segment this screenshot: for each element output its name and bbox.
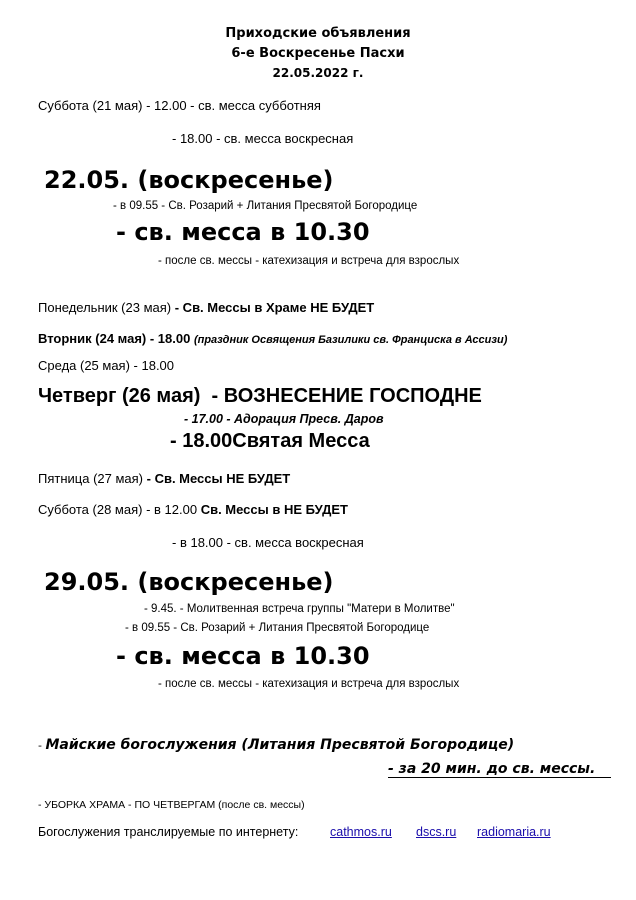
fri27-row (38, 471, 290, 486)
mon23-row (38, 300, 374, 315)
sun29-after: - после св. мессы - катехизация и встреча для взрослых (158, 678, 460, 690)
sat28-pre: - в 12.00 (142, 502, 201, 517)
page-title: Приходские объявления (225, 26, 411, 41)
sat28-line2: - в 18.00 - св. месса воскресная (172, 535, 364, 550)
wed25-time: - 18.00 (129, 358, 175, 373)
may-services-title: Майские богослужения (Литания Пресвятой Богородице) (45, 737, 515, 753)
sat21-line1: - 12.00 - св. месса субботняя (142, 98, 321, 113)
thu26-adoration: - 17.00 - Адорация Пресв. Даров (184, 412, 384, 426)
thu26-day: Четверг (26 мая) (38, 385, 201, 407)
thu26-mass: - 18.00Святая Месса (170, 430, 370, 452)
sat21-day: Суббота (21 мая) (38, 98, 143, 113)
sun29-heading: 29.05. (воскресенье) (44, 568, 334, 596)
sun29-prayer: - 9.45. - Молитвенная встреча группы "Матери в Молитве" (144, 603, 455, 615)
link-radiomaria[interactable]: radiomaria.ru (477, 825, 551, 839)
sat21-row (38, 98, 321, 113)
sun22-after: - после св. мессы - катехизация и встреча для взрослых (158, 255, 460, 267)
sat21-line2: - 18.00 - св. месса воскресная (172, 131, 354, 146)
sun22-heading: 22.05. (воскресенье) (44, 166, 334, 194)
may-dash: - (38, 739, 46, 752)
wed25-row (38, 358, 174, 373)
mon23-text: - Св. Мессы в Храме НЕ БУДЕТ (171, 300, 375, 315)
tue24-note: (праздник Освящения Базилики св. Франциска в Ассизи) (193, 334, 508, 346)
fri27-day: Пятница (27 мая) (38, 471, 144, 486)
fri27-text: - Св. Мессы НЕ БУДЕТ (143, 471, 291, 486)
wed25-day: Среда (25 мая) (38, 358, 130, 373)
cleaning-note: - УБОРКА ХРАМА - ПО ЧЕТВЕРГАМ (после св. мессы) (38, 799, 305, 811)
sat28-text: Св. Мессы в НЕ БУДЕТ (200, 502, 348, 517)
sun29-mass: - св. месса в 10.30 (116, 642, 370, 670)
tue24-time: - 18.00 (146, 331, 194, 346)
tue24-day: Вторник (24 мая) (38, 331, 147, 346)
may-services-when: - за 20 мин. до св. мессы. (388, 761, 611, 778)
mon23-day: Понедельник (23 мая) (38, 300, 172, 315)
link-cathmos[interactable]: cathmos.ru (330, 825, 392, 839)
thu26-feast: - ВОЗНЕСЕНИЕ ГОСПОДНЕ (211, 385, 482, 407)
tue24-row (38, 331, 507, 346)
link-dscs[interactable]: dscs.ru (416, 825, 457, 839)
sun22-mass: - св. месса в 10.30 (116, 218, 370, 246)
page-subtitle: 6-е Воскресенье Пасхи (231, 46, 405, 61)
thu26-row (38, 385, 482, 408)
sat28-row (38, 502, 348, 517)
may-services-title-row (38, 737, 514, 753)
online-row (38, 825, 298, 839)
sun22-rosary: - в 09.55 - Св. Розарий + Литания Пресвятой Богородице (113, 200, 418, 212)
sat28-day: Суббота (28 мая) (38, 502, 143, 517)
online-label: Богослужения транслируемые по интернету: (38, 825, 299, 839)
page-date: 22.05.2022 г. (272, 66, 364, 80)
sun29-rosary: - в 09.55 - Св. Розарий + Литания Пресвятой Богородице (125, 622, 430, 634)
